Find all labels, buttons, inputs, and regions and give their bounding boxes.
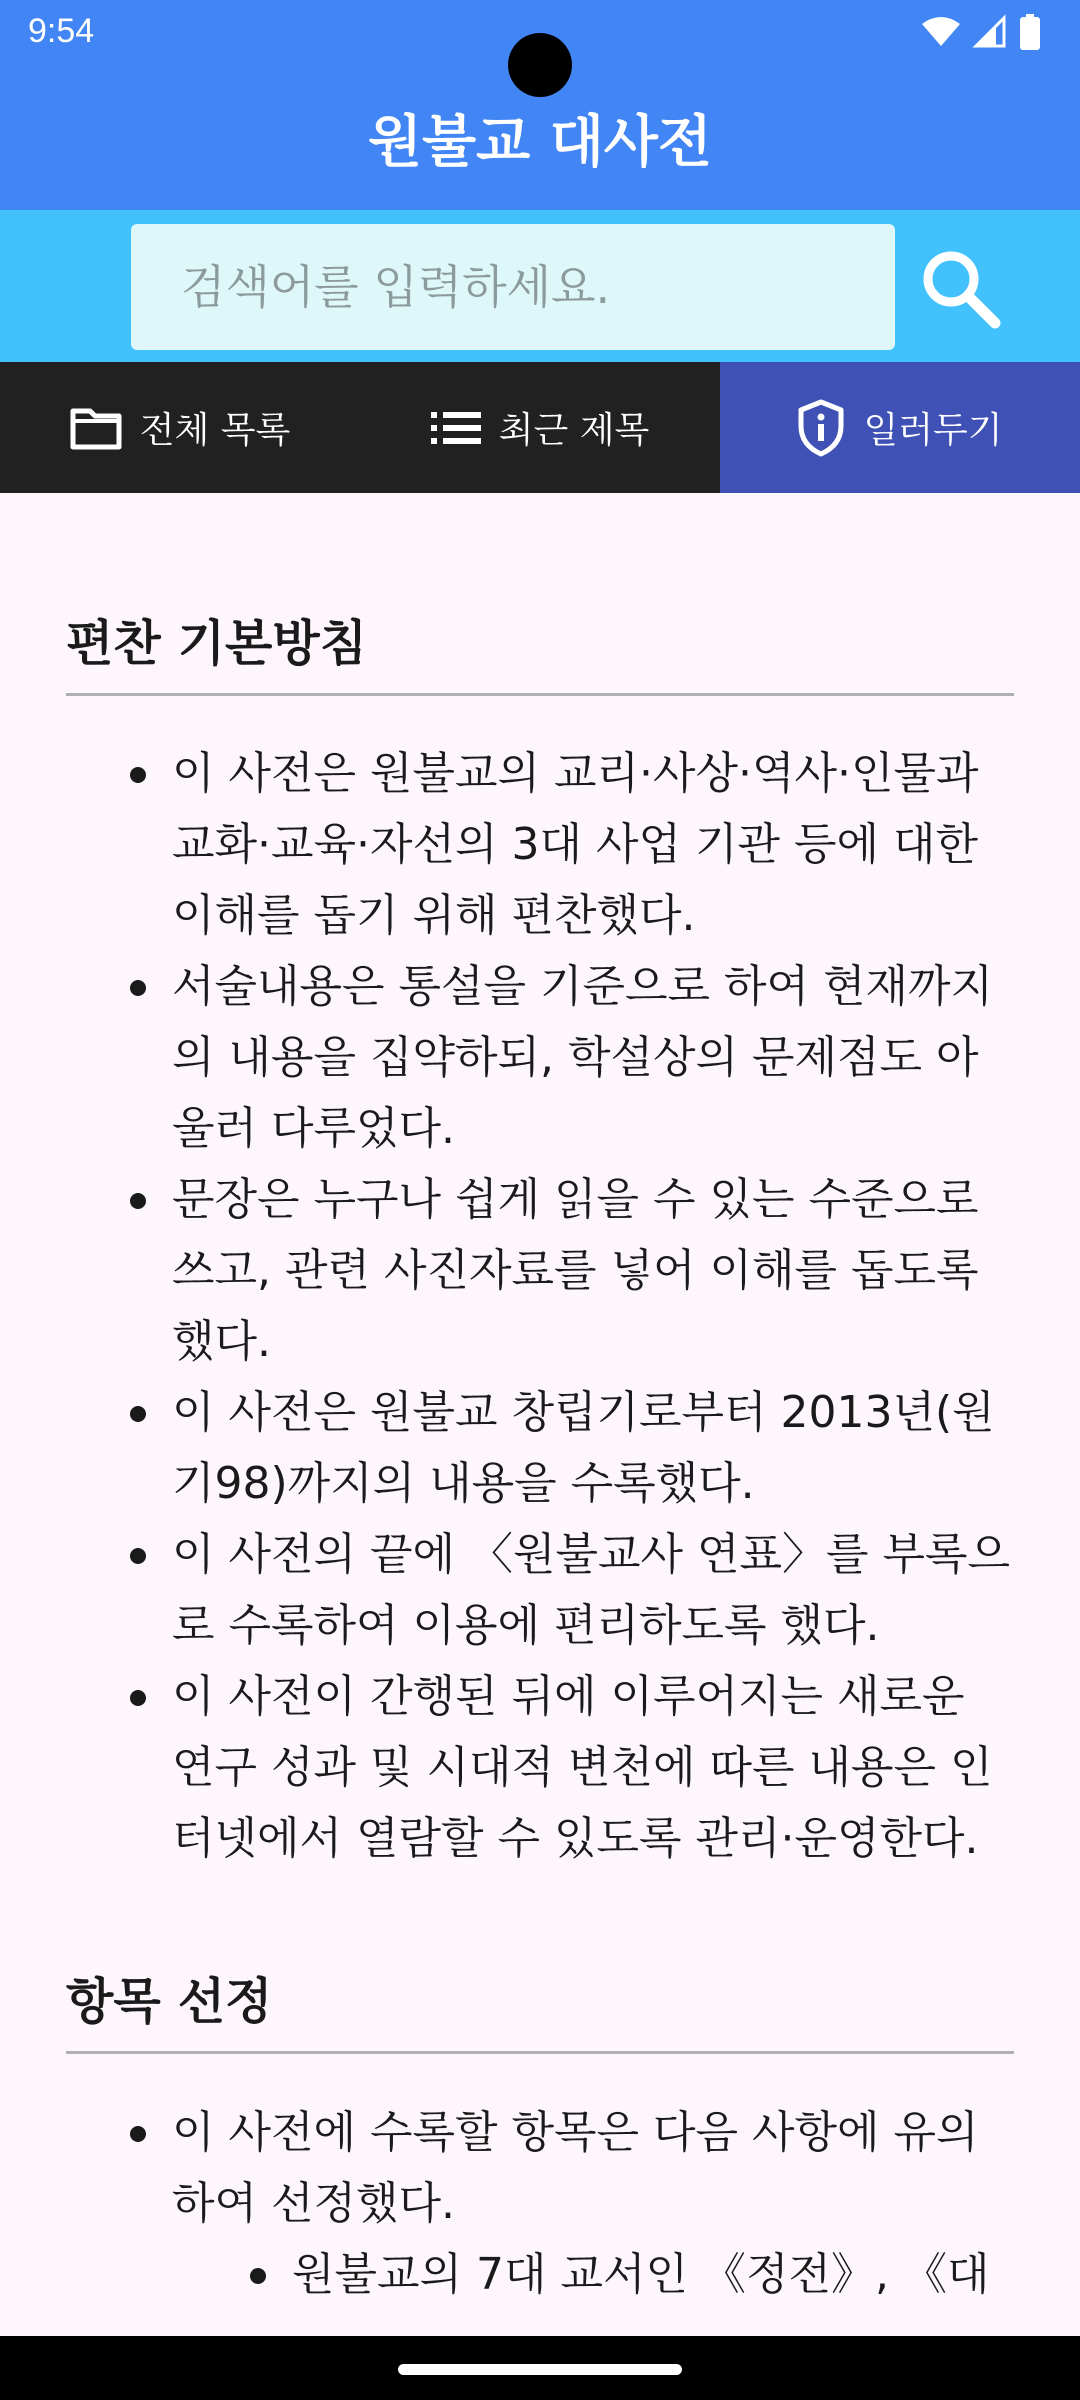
camera-cutout [508, 33, 572, 97]
folder-icon [70, 406, 122, 450]
search-input[interactable] [131, 224, 895, 350]
search-button[interactable] [910, 238, 1010, 338]
list-item: 문장은 누구나 쉽게 읽을 수 있는 수준으로 쓰고, 관련 사진자료를 넣어 이해를 돕도록 했다. [66, 1164, 1014, 1377]
gesture-nav-handle[interactable] [398, 2364, 682, 2375]
status-time: 9:54 [28, 12, 95, 50]
list-item: 이 사전은 원불교의 교리·사상·역사·인물과 교화·교육·자선의 3대 사업 기관 등에 대한 이해를 돕기 위해 편찬했다. [66, 738, 1014, 951]
list-item: 이 사전의 끝에 〈원불교사 연표〉를 부록으로 수록하여 이용에 편리하도록 했다. [66, 1519, 1014, 1661]
tab-bar [0, 362, 1080, 493]
list-item: 원불교의 7대 교서인 《정전》, 《대 [186, 2239, 1014, 2310]
selection-sublist [186, 2239, 1014, 2310]
app-bar [0, 0, 1080, 210]
content-area[interactable] [0, 493, 1080, 2300]
list-item: 서술내용은 통설을 기준으로 하여 현재까지의 내용을 집약하되, 학설상의 문제점도 아울러 다루었다. [66, 951, 1014, 1164]
search-icon [919, 247, 1001, 329]
list-item: 이 사전이 간행된 뒤에 이루어지는 새로운 연구 성과 및 시대적 변천에 따른 내용은 인터넷에서 열람할 수 있도록 관리·운영한다. [66, 1661, 1014, 1874]
tab-label: 일러두기 [863, 410, 1003, 451]
section-title: 편찬 기본방침 [66, 605, 1014, 696]
tab-label: 최근 제목 [498, 410, 650, 451]
list-item: 이 사전은 원불교 창립기로부터 2013년(원기98)까지의 내용을 수록했다. [66, 1377, 1014, 1519]
tab-guide[interactable] [720, 362, 1080, 493]
status-icons [922, 12, 1040, 52]
wifi-icon [922, 16, 960, 48]
list-icon [431, 411, 481, 445]
tab-all-list[interactable] [0, 362, 360, 493]
search-bar [0, 210, 1080, 362]
battery-icon [1020, 14, 1040, 50]
signal-icon [974, 16, 1006, 48]
list-item: 이 사전에 수록할 항목은 다음 사항에 유의하여 선정했다. [66, 2097, 1014, 2239]
selection-list [66, 2097, 1014, 2239]
tab-recent-titles[interactable] [360, 362, 720, 493]
guidelines-list [66, 738, 1014, 1874]
shield-info-icon [797, 399, 845, 457]
app-title: 원불교 대사전 [367, 110, 713, 175]
section-title: 항목 선정 [66, 1963, 1014, 2054]
tab-label: 전체 목록 [139, 410, 291, 451]
